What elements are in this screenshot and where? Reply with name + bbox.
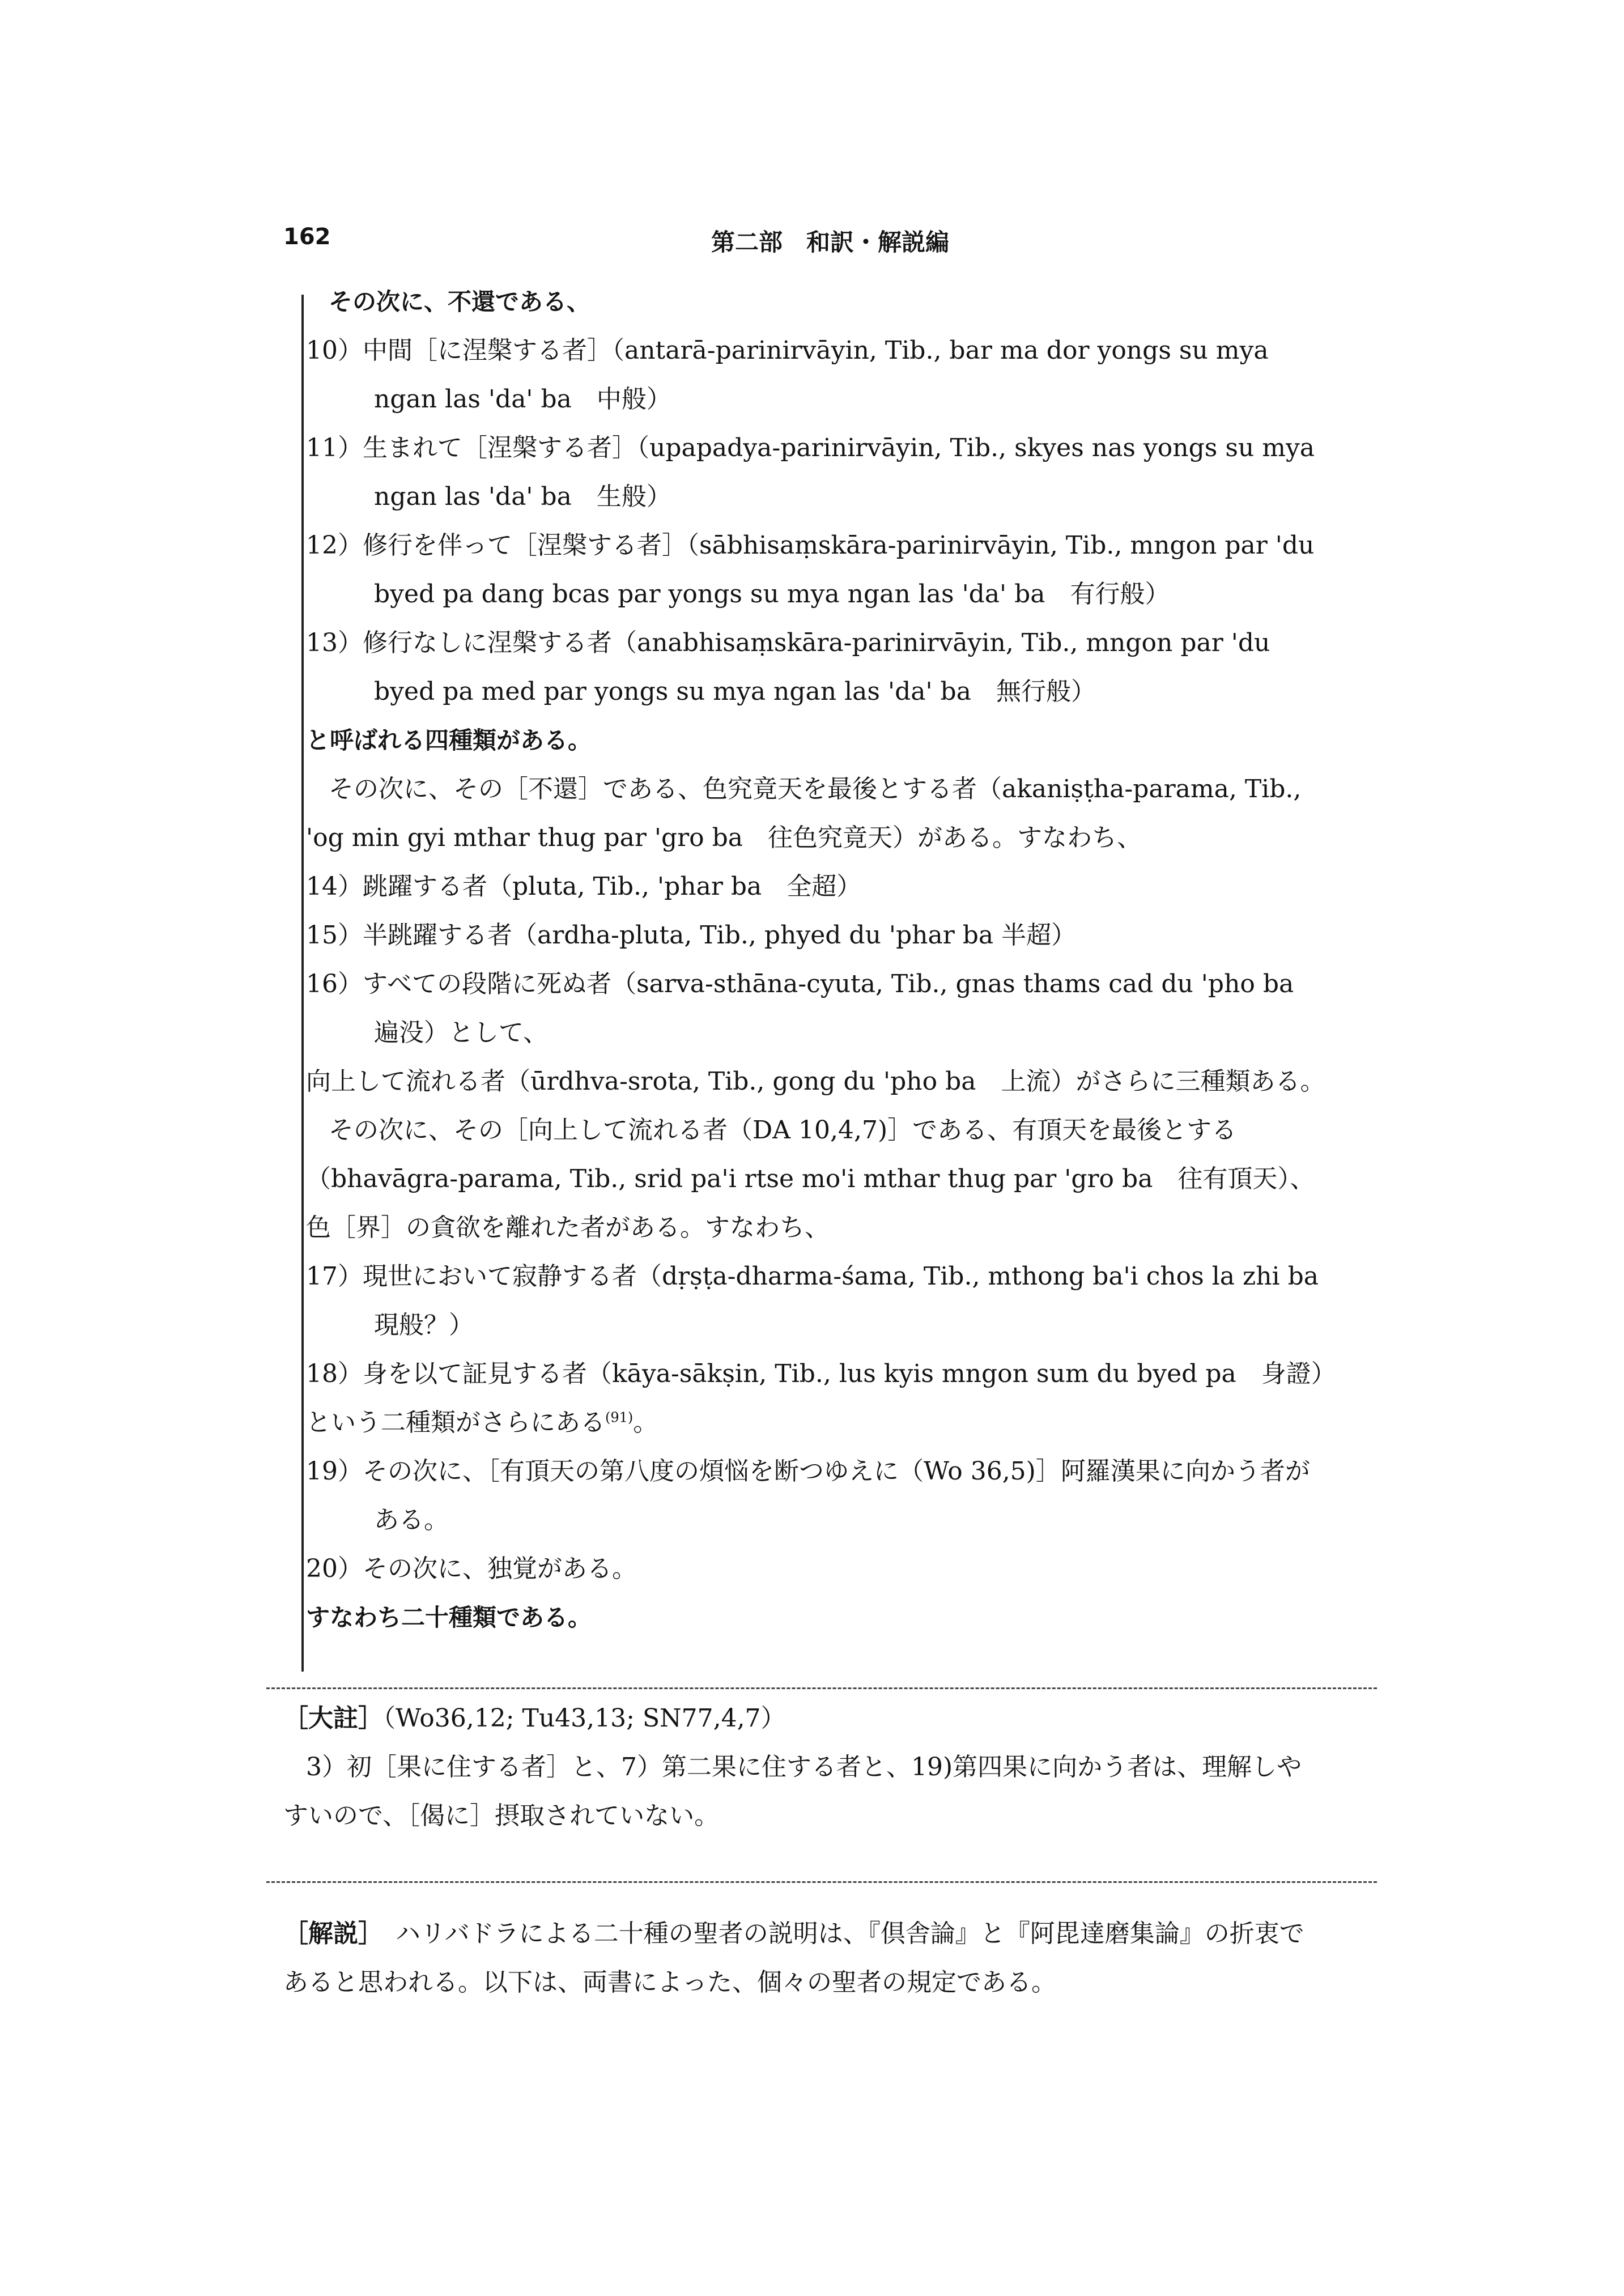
text-span: という二種類がさらにある: [306, 1408, 605, 1437]
explanation-block: [283, 1910, 1377, 2007]
text-line: その次に、その［向上して流れる者（DA 10,4,7)］である、有頂天を最後とする: [329, 1116, 1237, 1145]
list-item-13: 13）修行なしに涅槃する者（anabhisaṃskāra-parinirvāyin, Tib., mngon par 'du: [306, 628, 1270, 657]
list-item-16-cont: 遍没）として、: [374, 1018, 549, 1047]
commentary-heading: [283, 1694, 1377, 1743]
list-item-18: 18）身を以て証見する者（kāya-sākṣin, Tib., lus kyis mngon sum du byed pa 身證）: [306, 1359, 1336, 1388]
list-item-19-cont: ある。: [374, 1506, 449, 1534]
list-item-13-cont: byed pa med par yongs su mya ngan las 'da' ba 無行般）: [374, 677, 1096, 706]
text-line: その次に、不還である、: [329, 288, 591, 316]
text-line: すなわち二十種類である。: [306, 1604, 592, 1631]
list-item-11-cont: ngan las 'da' ba 生般）: [374, 482, 671, 511]
list-item-19: 19）その次に、［有頂天の第八度の煩悩を断つゆえに（Wo 36,5)］阿羅漢果に向かう者が: [306, 1457, 1310, 1486]
left-margin-rule: [301, 295, 304, 1672]
text-line: と呼ばれる四種類がある。: [306, 726, 592, 754]
list-item-15: 15）半跳躍する者（ardha-pluta, Tib., phyed du 'phar ba 半超）: [306, 921, 1077, 950]
list-item-17-cont: 現般？）: [374, 1311, 474, 1340]
commentary-line: 3）初［果に住する者］と、7）第二果に住する者と、19)第四果に向かう者は、理解しや: [306, 1753, 1302, 1781]
commentary-ref: （Wo36,12; Tu43,13; SN77,4,7）: [383, 1704, 786, 1733]
running-title: 第二部 和訳・解説編: [711, 228, 949, 256]
text-line: （bhavāgra-parama, Tib., srid pa'i rtse mo'i mthar thug par 'gro ba 往有頂天）、: [306, 1164, 1315, 1193]
list-item-17: 17）現世において寂静する者（dṛṣṭa-dharma-śama, Tib., mthong ba'i chos la zhi ba: [306, 1262, 1319, 1291]
dashed-divider: [266, 1687, 1377, 1689]
explanation-text: ハリバドラによる二十種の聖者の説明は、『倶舎論』と『阿毘達磨集論』の折衷で: [371, 1919, 1304, 1948]
text-line: [306, 1398, 1377, 1447]
commentary-block: [283, 1694, 1377, 1840]
list-item-10-cont: ngan las 'da' ba 中般）: [374, 385, 671, 414]
text-line: その次に、その［不還］である、色究竟天を最後とする者（akaniṣṭha-parama, Tib.,: [329, 775, 1302, 803]
list-item-12-cont: byed pa dang bcas par yongs su mya ngan las 'da' ba 有行般）: [374, 580, 1170, 609]
text-span: 。: [633, 1408, 658, 1437]
footnote-marker[interactable]: (91): [605, 1409, 634, 1426]
page-number: 162: [283, 224, 331, 250]
list-item-10: 10）中間［に涅槃する者］（antarā-parinirvāyin, Tib., bar ma dor yongs su mya: [306, 336, 1269, 365]
explanation-line: [283, 1910, 1377, 1958]
text-line: 色［界］の貪欲を離れた者がある。すなわち、: [306, 1213, 830, 1242]
explanation-label: ［解説］: [283, 1919, 371, 1948]
page-header: [283, 224, 1377, 263]
text-line: 'og min gyi mthar thug par 'gro ba 往色究竟天）がある。すなわち、: [306, 823, 1142, 852]
text-line: 向上して流れる者（ūrdhva-srota, Tib., gong du 'pho ba 上流）がさらに三種類ある。: [306, 1067, 1325, 1096]
explanation-line: あると思われる。以下は、両書によった、個々の聖者の規定である。: [283, 1968, 1056, 1997]
commentary-line: すいので、［偈に］摂取されていない。: [283, 1801, 720, 1830]
list-item-11: 11）生まれて［涅槃する者］（upapadya-parinirvāyin, Tib., skyes nas yongs su mya: [306, 433, 1315, 462]
list-item-16: 16）すべての段階に死ぬ者（sarva-sthāna-cyuta, Tib., gnas thams cad du 'pho ba: [306, 970, 1294, 998]
list-item-14: 14）跳躍する者（pluta, Tib., 'phar ba 全超）: [306, 872, 862, 901]
list-item-12: 12）修行を伴って［涅槃する者］（sābhisaṃskāra-parinirvāyin, Tib., mngon par 'du: [306, 531, 1315, 560]
list-item-20: 20）その次に、独覚がある。: [306, 1554, 637, 1583]
commentary-label: ［大註］: [283, 1704, 383, 1733]
dashed-divider: [266, 1881, 1377, 1883]
translation-text: [306, 278, 1377, 1672]
